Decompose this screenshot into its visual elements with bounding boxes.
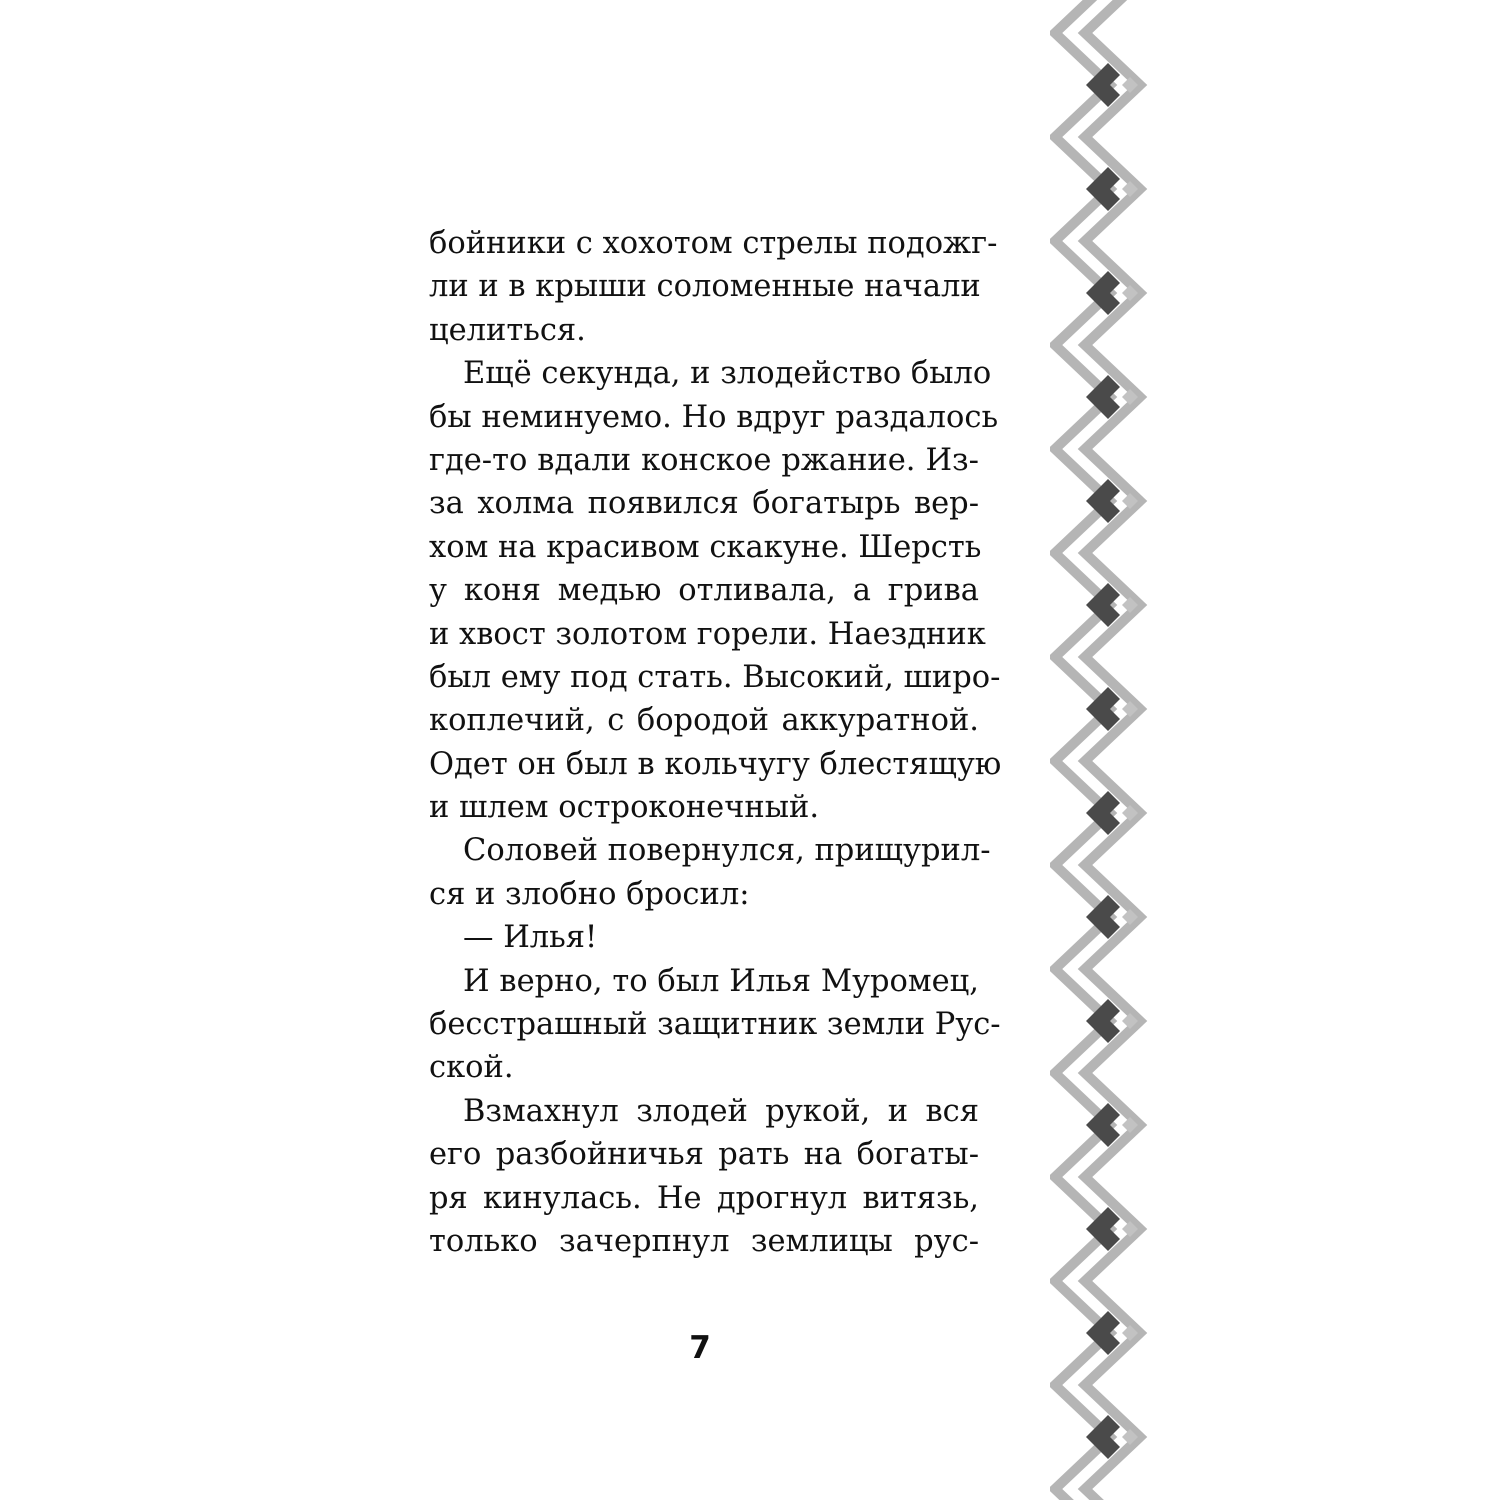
text-line: ской. [429, 1050, 514, 1086]
text-line: бойники с хохотом стрелы подожг- [429, 226, 998, 261]
text-line: где-то вдали конское ржание. Из- [429, 442, 979, 478]
text-line: только зачерпнул землицы рус- [429, 1223, 979, 1259]
text-line: ря кинулась. Не дрогнул витязь, [429, 1180, 979, 1216]
page-number: 7 [689, 1330, 711, 1366]
text-line: Одет он был в кольчугу блестящую [429, 746, 1002, 782]
text-line: ли и в крыши соломенные начали [429, 269, 981, 305]
text-line: Ещё секунда, и злодейство было [463, 356, 992, 392]
text-line: у коня медью отливала, а грива [429, 573, 979, 609]
text-line: и шлем остроконечный. [429, 790, 820, 826]
text-line: Взмахнул злодей рукой, и вся [463, 1093, 979, 1129]
text-line: И верно, то был Илья Муромец, [463, 963, 979, 999]
text-line: коплечий, с бородой аккуратной. [429, 703, 979, 739]
text-line: Соловей повернулся, прищурил- [463, 833, 991, 869]
text-line: целиться. [429, 312, 586, 348]
text-line: — Илья! [463, 920, 598, 956]
text-line: хом на красивом скакуне. Шерсть [429, 529, 982, 565]
text-line: его разбойничья рать на богаты- [429, 1137, 979, 1173]
text-line: и хвост золотом горели. Наездник [429, 616, 986, 652]
zigzag-band [1085, 0, 1140, 1500]
text-line: был ему под стать. Высокий, широ- [429, 659, 1001, 695]
text-line: бы неминуемо. Но вдруг раздалось [429, 399, 999, 435]
body-text [429, 222, 1002, 1263]
zigzag-chevron-border [1050, 0, 1150, 1500]
text-line: ся и злобно бросил: [429, 876, 750, 912]
text-line: за холма появился богатырь вер- [429, 486, 979, 522]
text-line: бесстрашный защитник земли Рус- [429, 1007, 1001, 1043]
